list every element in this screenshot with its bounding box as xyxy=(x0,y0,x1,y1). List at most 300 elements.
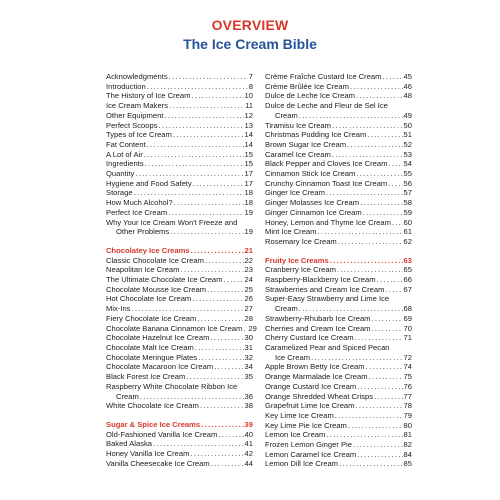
toc-entry xyxy=(106,140,253,150)
toc-section-heading xyxy=(106,420,253,430)
dot-leader xyxy=(192,294,243,304)
toc-entry-title: Classic Chocolate Ice Cream xyxy=(106,255,204,265)
toc-entry-page: 74 xyxy=(403,362,412,372)
toc-entry-title: Baked Alaska xyxy=(106,439,153,449)
toc-entry xyxy=(265,208,412,218)
toc-entry xyxy=(265,324,412,334)
toc-entry xyxy=(265,218,412,228)
toc-entry xyxy=(265,188,412,198)
dot-leader xyxy=(201,420,243,430)
toc-entry-title: Honey, Lemon and Thyme Ice Cream xyxy=(265,217,391,227)
toc-entry xyxy=(106,333,253,343)
dot-leader xyxy=(392,218,403,228)
toc-entry-title: Grapefruit Lime Ice Cream xyxy=(265,401,355,411)
toc-entry-page: 21 xyxy=(244,245,253,255)
toc-entry-title: Cream xyxy=(275,110,298,120)
toc-entry-title: Fruity Ice Creams xyxy=(265,255,329,265)
dot-leader xyxy=(356,169,402,179)
dot-leader xyxy=(169,72,248,82)
toc-entry-title: Honey Vanilla Ice Cream xyxy=(106,449,190,459)
dot-leader xyxy=(377,275,403,285)
toc-entry-page: 34 xyxy=(244,362,253,372)
toc-entry-page: 56 xyxy=(403,178,412,188)
toc-entry xyxy=(265,130,412,140)
dot-leader xyxy=(134,188,244,198)
toc-entry-title: Ginger Cinnamon Ice Cream xyxy=(265,207,362,217)
toc-entry-title: Ingredients xyxy=(106,159,144,169)
toc-entry-title: Neapolitan Ice Cream xyxy=(106,265,180,275)
toc-entry-title: Brown Sugar Ice Cream xyxy=(265,139,347,149)
dot-leader xyxy=(169,101,244,111)
toc-entry-title: Cherries and Cream Ice Cream xyxy=(265,323,371,333)
toc-entry-page: 23 xyxy=(244,265,253,275)
toc-entry xyxy=(265,169,412,179)
toc-entry-page: 14 xyxy=(244,139,253,149)
toc-entry xyxy=(106,392,253,402)
toc-entry-page: 39 xyxy=(244,419,253,429)
toc-entry-title: Raspberry-Blackberry Ice Cream xyxy=(265,275,376,285)
toc-entry xyxy=(265,304,412,314)
toc-entry xyxy=(265,237,412,247)
toc-entry-title: Frozen Lemon Ginger Pie xyxy=(265,440,352,450)
dot-leader xyxy=(367,130,402,140)
dot-leader xyxy=(153,439,244,449)
toc-entry-page: 57 xyxy=(403,188,412,198)
toc-entry-title: Strawberry-Rhubarb Ice Cream xyxy=(265,313,371,323)
toc-entry xyxy=(265,159,412,169)
toc-entry-title: Christmas Pudding Ice Cream xyxy=(265,130,367,140)
toc-entry xyxy=(265,353,412,363)
toc-entry xyxy=(265,82,412,92)
toc-entry xyxy=(106,449,253,459)
toc-entry-title: Cranberry Ice Cream xyxy=(265,265,336,275)
dot-leader xyxy=(347,140,403,150)
toc-entry xyxy=(265,411,412,421)
toc-entry-title: Mint Ice Cream xyxy=(265,227,317,237)
dot-leader xyxy=(186,372,243,382)
toc-entry-title: Chocolate Macaroon Ice Cream xyxy=(106,362,214,372)
toc-entry xyxy=(106,343,253,353)
dot-leader xyxy=(299,304,403,314)
toc-entry xyxy=(106,275,253,285)
toc-entry-title: How Much Alcohol? xyxy=(106,198,173,208)
dot-leader xyxy=(144,150,244,160)
toc-entry-title: Cream xyxy=(275,304,298,314)
dot-leader xyxy=(191,91,243,101)
toc-entry-page: 84 xyxy=(403,449,412,459)
toc-entry-title: Chocolate Meringue Plates xyxy=(106,352,198,362)
dot-leader xyxy=(366,362,403,372)
toc-entry-title: White Chocolate Ice Cream xyxy=(106,401,199,411)
toc-entry xyxy=(106,150,253,160)
dot-leader xyxy=(170,227,243,237)
toc-entry-title: Quantity xyxy=(106,169,135,179)
dot-leader xyxy=(195,343,244,353)
dot-leader xyxy=(372,324,403,334)
toc-entry-page: 78 xyxy=(403,401,412,411)
toc-entry-page: 49 xyxy=(403,110,412,120)
dot-leader xyxy=(388,179,402,189)
toc-entry-page: 68 xyxy=(403,304,412,314)
toc-entry-title: Key Lime Ice Cream xyxy=(265,410,334,420)
toc-entry-page: 29 xyxy=(248,323,257,333)
toc-entry-first-line: Raspberry White Chocolate Ribbon Ice xyxy=(106,381,238,391)
toc-entry-page: 80 xyxy=(403,420,412,430)
toc-section-heading xyxy=(265,256,412,266)
dot-leader xyxy=(311,353,403,363)
toc-entry xyxy=(106,72,253,82)
dot-leader xyxy=(147,140,244,150)
toc-entry-title: Mix-Ins xyxy=(106,304,131,314)
toc-entry-page: 67 xyxy=(403,284,412,294)
toc-entry-title: Old-Fashioned Vanilla Ice Cream xyxy=(106,429,218,439)
toc-entry-page: 22 xyxy=(244,255,253,265)
toc-entry-title: Tiramisu Ice Cream xyxy=(265,120,331,130)
toc-entry xyxy=(265,314,412,324)
dot-leader xyxy=(214,362,243,372)
toc-entry xyxy=(106,459,253,469)
toc-entry xyxy=(106,430,253,440)
dot-leader xyxy=(356,91,403,101)
toc-entry xyxy=(265,179,412,189)
page-header xyxy=(0,16,500,53)
toc-entry-page: 66 xyxy=(403,275,412,285)
toc-entry-page: 17 xyxy=(244,169,253,179)
toc-entry-title: Hygiene and Food Safety xyxy=(106,178,192,188)
toc-entry-title: Chocolate Malt Ice Cream xyxy=(106,342,194,352)
toc-entry-page: 11 xyxy=(245,101,253,111)
toc-entry-page: 79 xyxy=(403,410,412,420)
toc-entry-page: 38 xyxy=(244,401,253,411)
toc-entry xyxy=(265,421,412,431)
dot-leader xyxy=(135,169,243,179)
dot-leader xyxy=(243,324,247,334)
dot-leader xyxy=(193,179,244,189)
toc-entry xyxy=(106,169,253,179)
toc-entry-page: 15 xyxy=(244,149,253,159)
toc-entry-page: 7 xyxy=(248,72,253,81)
toc-entry xyxy=(106,159,253,169)
toc-entry xyxy=(265,150,412,160)
toc-entry-page: 59 xyxy=(403,207,412,217)
toc-entry-title: Orange Shredded Wheat Crisps xyxy=(265,391,374,401)
toc-entry-page: 54 xyxy=(403,159,412,169)
toc-entry-title: Ice Cream xyxy=(275,352,311,362)
toc-entry xyxy=(106,323,257,334)
dot-leader xyxy=(207,285,244,295)
toc-entry-page: 24 xyxy=(244,275,253,285)
toc-entry xyxy=(265,140,412,150)
dot-leader xyxy=(337,265,403,275)
dot-leader xyxy=(131,304,243,314)
toc-entry-first-line: Caramelized Pear and Spiced Pecan xyxy=(265,342,390,352)
toc-entry-page: 25 xyxy=(244,284,253,294)
dot-leader xyxy=(140,392,244,402)
dot-leader xyxy=(357,382,402,392)
dot-leader xyxy=(174,198,244,208)
toc-entry-page: 69 xyxy=(403,313,412,323)
dot-leader xyxy=(164,111,243,121)
dot-leader xyxy=(355,401,402,411)
dot-leader xyxy=(159,121,244,131)
dot-leader xyxy=(350,82,403,92)
toc-entry-page: 45 xyxy=(403,72,412,81)
toc-entry xyxy=(106,439,253,449)
toc-entry-title: The Ultimate Chocolate Ice Cream xyxy=(106,275,223,285)
dot-leader xyxy=(348,421,403,431)
toc-entry-page: 17 xyxy=(244,178,253,188)
toc-entry-page: 13 xyxy=(244,120,253,130)
toc-entry xyxy=(265,430,412,440)
toc-entry xyxy=(265,392,412,402)
toc-entry-page: 15 xyxy=(244,159,253,169)
toc-column-left xyxy=(106,72,257,468)
toc-entry-title: Strawberries and Cream Ice Cream xyxy=(265,284,385,294)
dot-leader xyxy=(357,450,402,460)
toc-entry xyxy=(265,91,412,101)
toc-entry xyxy=(265,333,412,343)
toc-entry-title: Cream xyxy=(116,391,139,401)
toc-entry xyxy=(106,227,253,237)
toc-entry xyxy=(265,382,412,392)
toc-entry-page: 61 xyxy=(403,227,412,237)
toc-entry-title: Types of Ice Cream xyxy=(106,130,172,140)
toc-entry-page: 42 xyxy=(244,449,253,459)
toc-entry-page: 51 xyxy=(403,130,412,140)
dot-leader xyxy=(326,430,402,440)
toc-entry xyxy=(106,362,253,372)
dot-leader xyxy=(353,440,403,450)
toc-entry-title: Other Equipment xyxy=(106,110,164,120)
toc-entry xyxy=(106,82,253,92)
dot-leader xyxy=(147,82,248,92)
dot-leader xyxy=(168,208,243,218)
toc-entry-title: Crème Fraîche Custard Ice Cream xyxy=(265,72,382,81)
toc-entry-page: 77 xyxy=(403,391,412,401)
toc-entry-title: Rosemary Ice Cream xyxy=(265,236,337,246)
toc-entry-page: 53 xyxy=(403,149,412,159)
overview-heading: OVERVIEW xyxy=(211,17,289,33)
toc-entry xyxy=(106,401,253,411)
toc-column-right xyxy=(265,72,412,469)
toc-entry-title: Chocolatey Ice Creams xyxy=(106,245,190,255)
toc-entry-title: Sugar & Spice Ice Creams xyxy=(106,419,201,429)
toc-entry-title: Introduction xyxy=(106,81,146,91)
dot-leader xyxy=(330,256,403,266)
toc-entry-title: Fat Content xyxy=(106,139,146,149)
toc-entry-title: Ice Cream Makers xyxy=(106,101,169,111)
section-gap xyxy=(106,237,253,246)
toc-entry-title: Perfect Ice Cream xyxy=(106,207,168,217)
dot-leader xyxy=(335,411,403,421)
dot-leader xyxy=(326,188,403,198)
toc-entry xyxy=(106,188,253,198)
toc-entry xyxy=(265,450,412,460)
toc-entry-title: Orange Custard Ice Cream xyxy=(265,381,357,391)
toc-entry-page: 32 xyxy=(244,352,253,362)
toc-entry-title: Key Lime Pie Ice Cream xyxy=(265,420,347,430)
dot-leader xyxy=(198,353,243,363)
toc-entry-page: 71 xyxy=(403,333,412,343)
dot-leader xyxy=(210,333,243,343)
dot-leader xyxy=(360,198,402,208)
toc-entry xyxy=(106,304,253,314)
section-gap xyxy=(106,411,253,420)
toc-entry xyxy=(265,459,412,469)
dot-leader xyxy=(211,459,244,469)
toc-entry-title: Black Forest Ice Cream xyxy=(106,372,186,382)
toc-entry-page: 40 xyxy=(244,429,253,439)
toc-entry-title: Vanilla Cheesecake Ice Cream xyxy=(106,458,210,468)
toc-entry-page: 12 xyxy=(244,110,253,120)
toc-entry xyxy=(106,265,253,275)
dot-leader xyxy=(339,459,403,469)
toc-entry xyxy=(106,111,253,121)
toc-entry-page: 19 xyxy=(244,227,253,237)
dot-leader xyxy=(382,72,402,82)
dot-leader xyxy=(190,449,243,459)
dot-leader xyxy=(218,430,243,440)
toc-entry-page: 58 xyxy=(403,198,412,208)
book-subtitle: The Ice Cream Bible xyxy=(183,36,317,52)
toc-entry xyxy=(106,121,253,131)
toc-entry xyxy=(106,91,253,101)
toc-entry-page: 30 xyxy=(244,333,253,343)
dot-leader xyxy=(385,285,402,295)
dot-leader xyxy=(338,237,403,247)
dot-leader xyxy=(145,159,244,169)
toc-entry xyxy=(106,179,253,189)
toc-entry xyxy=(265,111,412,121)
toc-entry xyxy=(265,275,412,285)
toc-entry-page: 62 xyxy=(403,236,412,246)
toc-entry-page: 65 xyxy=(403,265,412,275)
toc-entry-page: 31 xyxy=(244,342,253,352)
toc-entry-page: 85 xyxy=(403,459,412,469)
toc-entry-page: 52 xyxy=(403,139,412,149)
toc-entry-page: 82 xyxy=(403,440,412,450)
toc-entry xyxy=(106,198,253,208)
dot-leader xyxy=(355,333,403,343)
toc-entry xyxy=(106,314,253,324)
toc-entry xyxy=(265,265,412,275)
toc-entry-title: A Lot of Air xyxy=(106,149,143,159)
dot-leader xyxy=(223,275,243,285)
toc-entry xyxy=(265,72,412,82)
toc-entry xyxy=(265,121,412,131)
toc-entry-page: 27 xyxy=(244,304,253,314)
dot-leader xyxy=(332,121,403,131)
toc-entry-page: 14 xyxy=(244,130,253,140)
toc-entry xyxy=(265,285,412,295)
dot-leader xyxy=(173,130,244,140)
toc-entry-page: 10 xyxy=(244,91,253,101)
toc-entry-title: Lemon Ice Cream xyxy=(265,430,326,440)
toc-entry-page: 8 xyxy=(248,81,253,91)
toc-entry-title: Chocolate Mousse Ice Cream xyxy=(106,284,207,294)
toc-entry-first-line: Why Your Ice Cream Won't Freeze and xyxy=(106,217,238,227)
toc-entry xyxy=(106,256,253,266)
dot-leader xyxy=(205,256,244,266)
dot-leader xyxy=(332,150,403,160)
toc-entry-page: 75 xyxy=(403,372,412,382)
section-gap xyxy=(265,247,412,256)
toc-section-heading xyxy=(106,246,253,256)
toc-entry xyxy=(106,130,253,140)
toc-entry xyxy=(106,353,253,363)
toc-entry-title: Chocolate Hazelnut Ice Cream xyxy=(106,333,210,343)
toc-entry-page: 48 xyxy=(403,91,412,101)
dot-leader xyxy=(374,392,402,402)
toc-entry-page: 70 xyxy=(403,323,412,333)
toc-entry-title: Crème Brûlée Ice Cream xyxy=(265,81,349,91)
toc-entry-title: Apple Brown Betty Ice Cream xyxy=(265,362,365,372)
dot-leader xyxy=(197,314,243,324)
dot-leader xyxy=(369,372,403,382)
toc-entry xyxy=(106,101,253,111)
toc-entry-title: Fiery Chocolate Ice Cream xyxy=(106,313,197,323)
toc-entry xyxy=(106,372,253,382)
dot-leader xyxy=(388,159,402,169)
toc-entry-title: Other Problems xyxy=(116,227,170,237)
dot-leader xyxy=(180,265,243,275)
toc-entry-title: Ginger Ice Cream xyxy=(265,188,325,198)
dot-leader xyxy=(372,314,403,324)
toc-entry-title: Crunchy Cinnamon Toast Ice Cream xyxy=(265,178,388,188)
toc-entry-page: 18 xyxy=(244,188,253,198)
toc-entry-title: Dulce de Leche Ice Cream xyxy=(265,91,355,101)
toc-entry xyxy=(106,208,253,218)
toc-entry-title: Cherry Custard Ice Cream xyxy=(265,333,354,343)
toc-entry-page: 19 xyxy=(244,207,253,217)
toc-entry-page: 44 xyxy=(244,458,253,468)
toc-entry-page: 41 xyxy=(244,439,253,449)
toc-entry-first-line: Super-Easy Strawberry and Lime Ice xyxy=(265,294,390,304)
toc-entry xyxy=(265,440,412,450)
dot-leader xyxy=(363,208,403,218)
dot-leader xyxy=(191,246,244,256)
toc-entry-title: Perfect Scoops xyxy=(106,120,158,130)
toc-entry-title: Cinnamon Stick Ice Cream xyxy=(265,169,356,179)
toc-entry xyxy=(265,372,412,382)
toc-entry-page: 18 xyxy=(244,198,253,208)
dot-leader xyxy=(317,227,402,237)
toc-entry xyxy=(106,294,253,304)
dot-leader xyxy=(200,401,244,411)
toc-entry-title: Black Pepper and Cloves Ice Cream xyxy=(265,159,388,169)
toc-entry xyxy=(265,401,412,411)
toc-entry-page: 46 xyxy=(403,81,412,91)
toc-entry xyxy=(265,362,412,372)
toc-entry-page: 76 xyxy=(403,381,412,391)
toc-entry-title: The History of Ice Cream xyxy=(106,91,191,101)
toc-entry-title: Orange Marmalade Ice Cream xyxy=(265,372,368,382)
toc-entry-page: 81 xyxy=(403,430,412,440)
toc-entry-title: Acknowledgments xyxy=(106,72,168,81)
toc-entry xyxy=(265,198,412,208)
toc-entry-page: 50 xyxy=(403,120,412,130)
toc-entry-page: 60 xyxy=(403,217,412,227)
toc-entry-title: Lemon Dill Ice Cream xyxy=(265,459,339,469)
toc-entry-page: 36 xyxy=(244,391,253,401)
dot-leader xyxy=(299,111,403,121)
toc-entry-page: 28 xyxy=(244,313,253,323)
toc-entry xyxy=(106,285,253,295)
toc-entry-page: 72 xyxy=(403,352,412,362)
toc-entry xyxy=(265,227,412,237)
toc-entry-title: Hot Chocolate Ice Cream xyxy=(106,294,192,304)
toc-entry-page: 63 xyxy=(403,255,412,265)
